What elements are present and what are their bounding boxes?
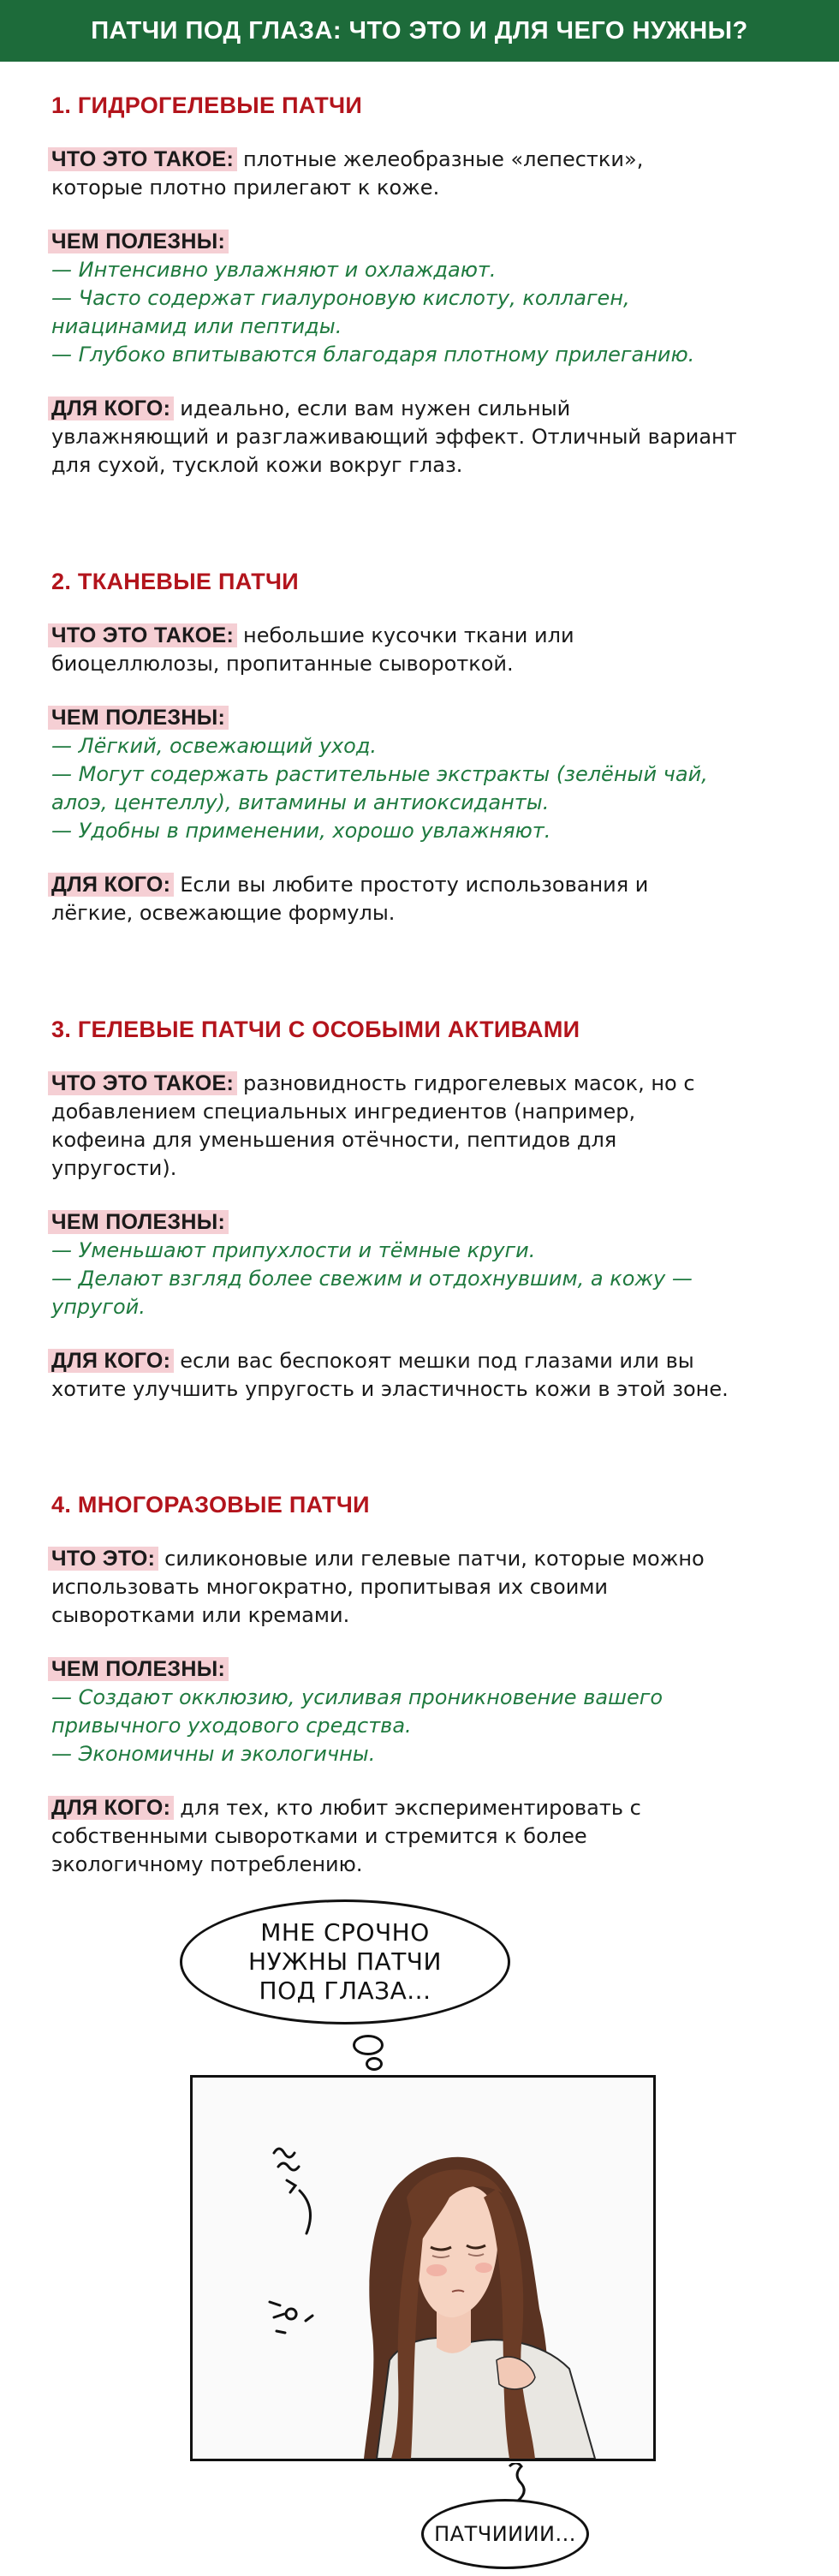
benefit-item: — Создают окклюзию, усиливая проникновение вашего	[51, 1685, 663, 1709]
section-reusable	[51, 1490, 796, 1879]
what-label: ЧТО ЭТО ТАКОЕ:	[48, 1071, 237, 1095]
what-label: ЧТО ЭТО:	[48, 1547, 158, 1571]
thought-bubble	[180, 1899, 510, 2024]
benefit-item: — Уменьшают припухлости и тёмные круги.	[51, 1238, 536, 1262]
for-text: если вас беспокоят мешки под глазами или вы	[180, 1349, 694, 1373]
speech-text: ПАТЧИИИИ...	[434, 2522, 576, 2546]
for-text: лёгкие, освежающие формулы.	[51, 901, 396, 925]
what-block	[51, 1070, 796, 1183]
page-header	[0, 0, 839, 62]
speech-bubble	[421, 2499, 589, 2569]
benefit-item: — Удобны в применении, хорошо увлажняют.	[51, 819, 551, 843]
for-text: для сухой, тусклой кожи вокруг глаз.	[51, 453, 463, 477]
benefit-item: — Могут содержать растительные экстракты (зелёный чай,	[51, 762, 708, 786]
comic-strip	[0, 1899, 839, 2576]
what-text: сыворотками или кремами.	[51, 1603, 350, 1627]
for-block	[51, 1794, 796, 1879]
benefits-label: ЧЕМ ПОЛЕЗНЫ:	[48, 706, 229, 730]
thought-line: ПОД ГЛАЗА...	[259, 1977, 431, 2005]
benefit-item: — Интенсивно увлажняют и охлаждают.	[51, 258, 497, 282]
what-text: добавлением специальных ингредиентов (например,	[51, 1100, 636, 1124]
what-block	[51, 1545, 796, 1630]
benefit-item: — Часто содержат гиалуроновую кислоту, коллаген,	[51, 286, 630, 310]
what-text: разновидность гидрогелевых масок, но с	[243, 1071, 695, 1095]
what-text: кофеина для уменьшения отёчности, пептидов для	[51, 1128, 617, 1152]
for-text: хотите улучшить упругость и эластичность кожи в этой зоне.	[51, 1377, 729, 1401]
comic-panel	[190, 2075, 656, 2461]
section-hydrogel	[51, 91, 796, 480]
for-block	[51, 395, 796, 480]
tired-girl-illustration	[193, 2078, 653, 2459]
for-text: экологичному потреблению.	[51, 1852, 363, 1876]
for-block	[51, 1347, 796, 1404]
for-text: увлажняющий и разглаживающий эффект. Отличный вариант	[51, 425, 737, 449]
benefits-block	[51, 1655, 796, 1768]
what-text: плотные желеобразные «лепестки»,	[243, 147, 644, 171]
thought-line: НУЖНЫ ПАТЧИ	[248, 1947, 442, 1976]
thought-dot	[353, 2035, 384, 2055]
thought-line: МНЕ СРОЧНО	[260, 1918, 430, 1947]
benefits-block	[51, 704, 796, 845]
what-text: биоцеллюлозы, пропитанные сывороткой.	[51, 652, 514, 676]
benefit-item: — Глубоко впитываются благодаря плотному прилеганию.	[51, 343, 695, 367]
thought-dot	[366, 2057, 383, 2071]
section-title: 1. ГИДРОГЕЛЕВЫЕ ПАТЧИ	[51, 92, 363, 118]
benefits-label: ЧЕМ ПОЛЕЗНЫ:	[48, 1210, 229, 1234]
section-tissue	[51, 567, 796, 927]
benefits-label: ЧЕМ ПОЛЕЗНЫ:	[48, 230, 229, 253]
benefits-block	[51, 1208, 796, 1321]
for-text: идеально, если вам нужен сильный	[180, 397, 571, 420]
benefit-item: алоэ, центеллу), витамины и антиоксиданты.	[51, 790, 550, 814]
what-text: силиконовые или гелевые патчи, которые можно	[164, 1547, 705, 1571]
section-gel-actives	[51, 1015, 796, 1404]
section-title: 4. МНОГОРАЗОВЫЕ ПАТЧИ	[51, 1492, 370, 1518]
what-label: ЧТО ЭТО ТАКОЕ:	[48, 623, 237, 647]
section-title: 3. ГЕЛЕВЫЕ ПАТЧИ С ОСОБЫМИ АКТИВАМИ	[51, 1017, 580, 1042]
speech-tail-icon	[505, 2463, 531, 2502]
for-label: ДЛЯ КОГО:	[48, 1349, 174, 1373]
for-block	[51, 871, 796, 927]
for-text: Если вы любите простоту использования и	[180, 873, 649, 897]
benefit-item: ниацинамид или пептиды.	[51, 314, 342, 338]
benefit-item: — Экономичны и экологичны.	[51, 1742, 376, 1766]
benefits-block	[51, 228, 796, 369]
benefits-label: ЧЕМ ПОЛЕЗНЫ:	[48, 1657, 229, 1681]
for-label: ДЛЯ КОГО:	[48, 397, 174, 420]
what-text: небольшие кусочки ткани или	[243, 623, 574, 647]
what-text: которые плотно прилегают к коже.	[51, 176, 440, 200]
for-text: для тех, кто любит экспериментировать с	[180, 1796, 641, 1820]
for-label: ДЛЯ КОГО:	[48, 873, 174, 897]
what-text: упругости).	[51, 1156, 177, 1180]
page-title: ПАТЧИ ПОД ГЛАЗА: ЧТО ЭТО И ДЛЯ ЧЕГО НУЖНЫ?	[91, 16, 748, 45]
what-block	[51, 622, 796, 678]
what-text: использовать многократно, пропитывая их своими	[51, 1575, 609, 1599]
benefit-item: привычного уходового средства.	[51, 1714, 412, 1738]
benefit-item: — Делают взгляд более свежим и отдохнувшим, а кожу —	[51, 1267, 693, 1291]
benefit-item: — Лёгкий, освежающий уход.	[51, 734, 378, 758]
what-label: ЧТО ЭТО ТАКОЕ:	[48, 147, 237, 171]
what-block	[51, 146, 796, 202]
section-title: 2. ТКАНЕВЫЕ ПАТЧИ	[51, 569, 299, 594]
benefit-item: упругой.	[51, 1295, 146, 1319]
for-text: собственными сыворотками и стремится к более	[51, 1824, 587, 1848]
for-label: ДЛЯ КОГО:	[48, 1796, 174, 1820]
